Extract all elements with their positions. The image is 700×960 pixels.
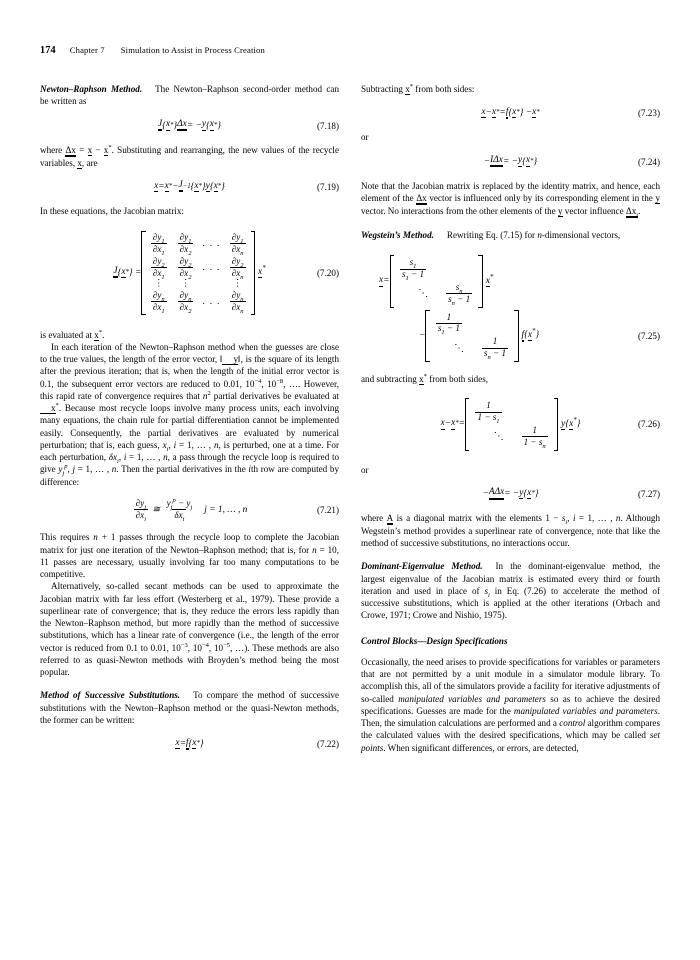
two-column-body [40,83,660,762]
wegstein-matrix-1-brackets [390,255,483,307]
paragraph-successive-substitutions [40,689,339,726]
equation-7-19-tag: (7.19) [317,181,339,192]
successive-substitutions-text: To compare the method of successive substitutions with the Newton–Raphson method or the quasi-Newton methods, the former can be written: [40,690,340,725]
equation-7-21 [40,496,339,523]
equation-7-18-tag: (7.18) [317,120,339,131]
equation-7-25-line-1-body: x = $\frac{s_1}{s_1 - 1}$ ⋱ $\frac{s_n}{s_n - 1}$ x* [379,257,494,307]
paragraph-occasionally: Occasionally, the need arises to provide specifications for variables or parameters that are not permitted by a unit module in a simulator module library. To accomplish this, all of the simulators provide a facility for iterative adjustments of so-called manipulated variables and parameters so as to achieve the desired specifications. Guesses are made for the manipulated variables and parameters. Then, the simulation calculations are performed and a control algorithm compares the calculated values with the desired specifications, which may be called set points. When significant differences, or errors, are detected, [361,656,660,753]
paragraph-and-subtracting: and subtracting x* from both sides, [361,372,489,384]
equation-7-26-body: x − x * = $\frac{1}{1 - s_1}$ ⋱ $\frac{1}{1 - s_n}$ y{x*} [440,400,581,450]
newton-raphson-text: The Newton–Raphson second-order method can be written as [40,84,339,107]
equation-7-27-tag: (7.27) [638,488,660,499]
wegstein-matrix-3-brackets [465,398,558,450]
wegstein-matrix-3: $\frac{1}{1 - s_1}$ ⋱ $\frac{1}{1 - s_n}$ [477,400,546,450]
equation-7-21-body: $\frac{\partial y_j}{\partial x_i}$ ≅ $\frac{y_j^p - y_j}{\delta x_i}$ j = 1, … , n [135,496,248,523]
equation-7-25-line-2-body: − $\frac{1}{s_1 - 1}$ ⋱ $\frac{1}{s_n - 1}$ f{x*} [419,311,540,361]
jacobian-matrix: $\frac{\partial y_1}{\partial x_1}$ $\frac{\partial y_1}{\partial x_2}$ . . . $\frac{\partial y_1}{\partial x_n}$ $\frac{\partial y_2}{\partial x_1}$ $\frac{\partial y_2}{\partial x_2}$ . . . $\frac{\partial y_2}{\partial x_n}$ ⋮ ⋮ ⋮ $\frac{\partial y_n}{\partial x_1}$ $\frac{\partial y_n}{\partial x_2}$ . . . $\frac{\partial y_n}{\partial x_n}$ [152,232,244,315]
equation-7-26 [361,398,660,450]
wegstein-matrix-1: $\frac{s_1}{s_1 - 1}$ ⋱ $\frac{s_n}{s_n - 1}$ [402,257,471,307]
equation-7-27-body: − A Δx = − y { x * } [482,487,539,499]
paragraph-or-1: or [361,132,369,143]
equation-7-22-tag: (7.22) [317,739,339,750]
equation-7-25-line-2 [361,310,660,362]
paragraph-wegstein: Wegstein’s Method. Rewriting Eq. (7.15) for n-dimensional vectors, [361,229,621,240]
equation-7-18-body: J { x * } Δx = − y { x * } [157,118,222,131]
runin-head-dominant-eigenvalue: Dominant-Eigenvalue Method. [361,561,483,572]
equation-7-26-tag: (7.26) [638,419,660,430]
equation-7-24 [361,155,660,169]
chapter-label: Chapter 7 [69,45,105,55]
paragraph-dominant-eigenvalue: Dominant-Eigenvalue Method. In the dominant-eigenvalue method, the largest eigenvalue of the Jacobian matrix is estimated every third or fourth iteration and used in place of $s_i$ in Eq. (7.26) to accelerate the method of successive substitutions, which is applied at the other iterations (Orbach and Crowe, 1971; Crowe and Nishio, 1975). [361,561,660,621]
left-column [40,83,339,762]
equation-7-25-line-1 [361,255,660,307]
runin-head-wegstein: Wegstein’s Method. [361,229,434,240]
equation-7-20 [40,231,339,315]
equation-7-21-tag: (7.21) [317,504,339,515]
paragraph-jacobian-lead: In these equations, the Jacobian matrix: [40,205,184,216]
runin-head-newton-raphson: Newton–Raphson Method. [40,84,143,94]
equation-7-22 [40,737,339,751]
wegstein-matrix-2-brackets [425,310,518,362]
equation-7-19-body: x = x * − J −1 { x * } y { x * } [154,180,225,192]
equation-7-23-body: x − x * = f { x * } − x * [481,106,540,119]
equation-7-20-tag: (7.20) [317,267,339,278]
equation-7-25-tag: (7.25) [638,330,660,341]
subheading-control-blocks: Control Blocks—Design Specifications [361,635,508,646]
paragraph-where-delta-x: where Δx = x − x*. Substituting and rearranging, the new values of the recycle variables, x, are [40,143,339,168]
equation-7-24-tag: (7.24) [638,156,660,167]
equation-7-27 [361,487,660,501]
chapter-title: Simulation to Assist in Process Creation [120,45,265,55]
right-column [361,83,660,754]
paragraph-subtracting-lead: Subtracting x* from both sides: [361,82,475,94]
runin-head-successive-substitutions: Method of Successive Substitutions. [40,690,181,701]
paragraph-or-2: or [361,464,369,475]
wegstein-matrix-2: $\frac{1}{s_1 - 1}$ ⋱ $\frac{1}{s_n - 1}$ [437,311,507,361]
paragraph-note-that: Note that the Jacobian matrix is replaced by the identity matrix, and hence, each element of the Δx vector is influenced only by its corresponding element in the y vector. No interactions from the other elements of the y vector influence $\Delta x_i$. [361,180,660,219]
paragraph-newton-raphson [40,83,339,108]
equation-7-20-body: J { x * } = $\frac{\partial y_1}{\partial x_1}$ $\frac{\partial y_1}{\partial x_2}$ . . . $\frac{\partial y_1}{\partial x_n}$ $\frac{\partial y_2}{\partial x_1}$ $\frac{\partial y_2}{\partial x_2}$ . . . $\frac{\partial y_2}{\partial x_n}$ ⋮ ⋮ ⋮ $\frac{\partial y_n}{\partial x_1}$ $\frac{\partial y_n}{\partial x_2}$ . . . $\frac{\partial y_n}{\partial x_n}$ x* [113,232,266,315]
equation-7-21-condition: j = 1, … , n [204,504,248,515]
paragraph-where-a-diagonal: where A is a diagonal matrix with the elements $1 - s_i$, i = 1, … , n. Although Wegstein’s method provides a superlinear rate of convergence, note that like the method of successive substitutions, no interactions occur. [361,512,660,549]
matrix-brackets [141,231,255,315]
equation-7-24-body: − I Δx = − y { x * } [483,154,538,167]
paragraph-alternatively: Alternatively, so-called secant methods can be used to approximate the Jacobian matrix with far less effort (Westerberg et al., 1979). These provide a superlinear rate of convergence; that is, they reduce the errors less rapidly than the Newton–Raphson method, but more rapidly than the method of successive substitutions, which has a linear rate of convergence (i.e., the length of the error vector is reduced from 0.1 to 0.01, $10^{-3}$, $10^{-4}$, $10^{-5}$, …). These methods are also referred to as quasi-Newton methods with Broyden’s method being the most popular. [40,581,340,678]
equation-7-22-body: x = f { x * } [175,737,204,750]
equation-7-18 [40,119,339,133]
paragraph-evaluated-at: is evaluated at x*. [40,328,105,340]
page-folio: 174 [40,45,56,56]
equation-7-23 [361,106,660,120]
equation-7-23-tag: (7.23) [638,108,660,119]
running-head [40,45,660,57]
paragraph-this-requires: This requires n + 1 passes through the recycle loop to complete the Jacobian matrix for just one iteration of the Newton–Raphson method; that is, for n = 10, 11 passes are necessary, usually involving far too many computations to be competitive. [40,532,339,580]
paragraph-each-iteration: In each iteration of the Newton–Raphson method when the guesses are close to the true values, the length of the error vector, ‖ y‖, is the square of its length after the previous iteration; that is, when the length of the initial error vector is 0.1, the subsequent error vectors are reduced to 0.01, $10^{-4}$, $10^{-8}$, …. However, this rapid rate of convergence requires that $n^2$ partial derivatives be evaluated at x*. Because most recycle loops involve many process units, each involving many equations, the chain rule for partial differentiation cannot be implemented easily. Consequently, the partial derivatives are evaluated by numerical perturbation; that is, each guess, $x_i$, i = 1, … , n, is perturbed, one at a time. For each perturbation, $\delta x_i$, i = 1, … , n, a pass through the recycle loop is required to give $y_j^p$, j = 1, … , n. Then the partial derivatives in the ith row are computed by difference: [40,341,340,487]
equation-7-19 [40,180,339,194]
